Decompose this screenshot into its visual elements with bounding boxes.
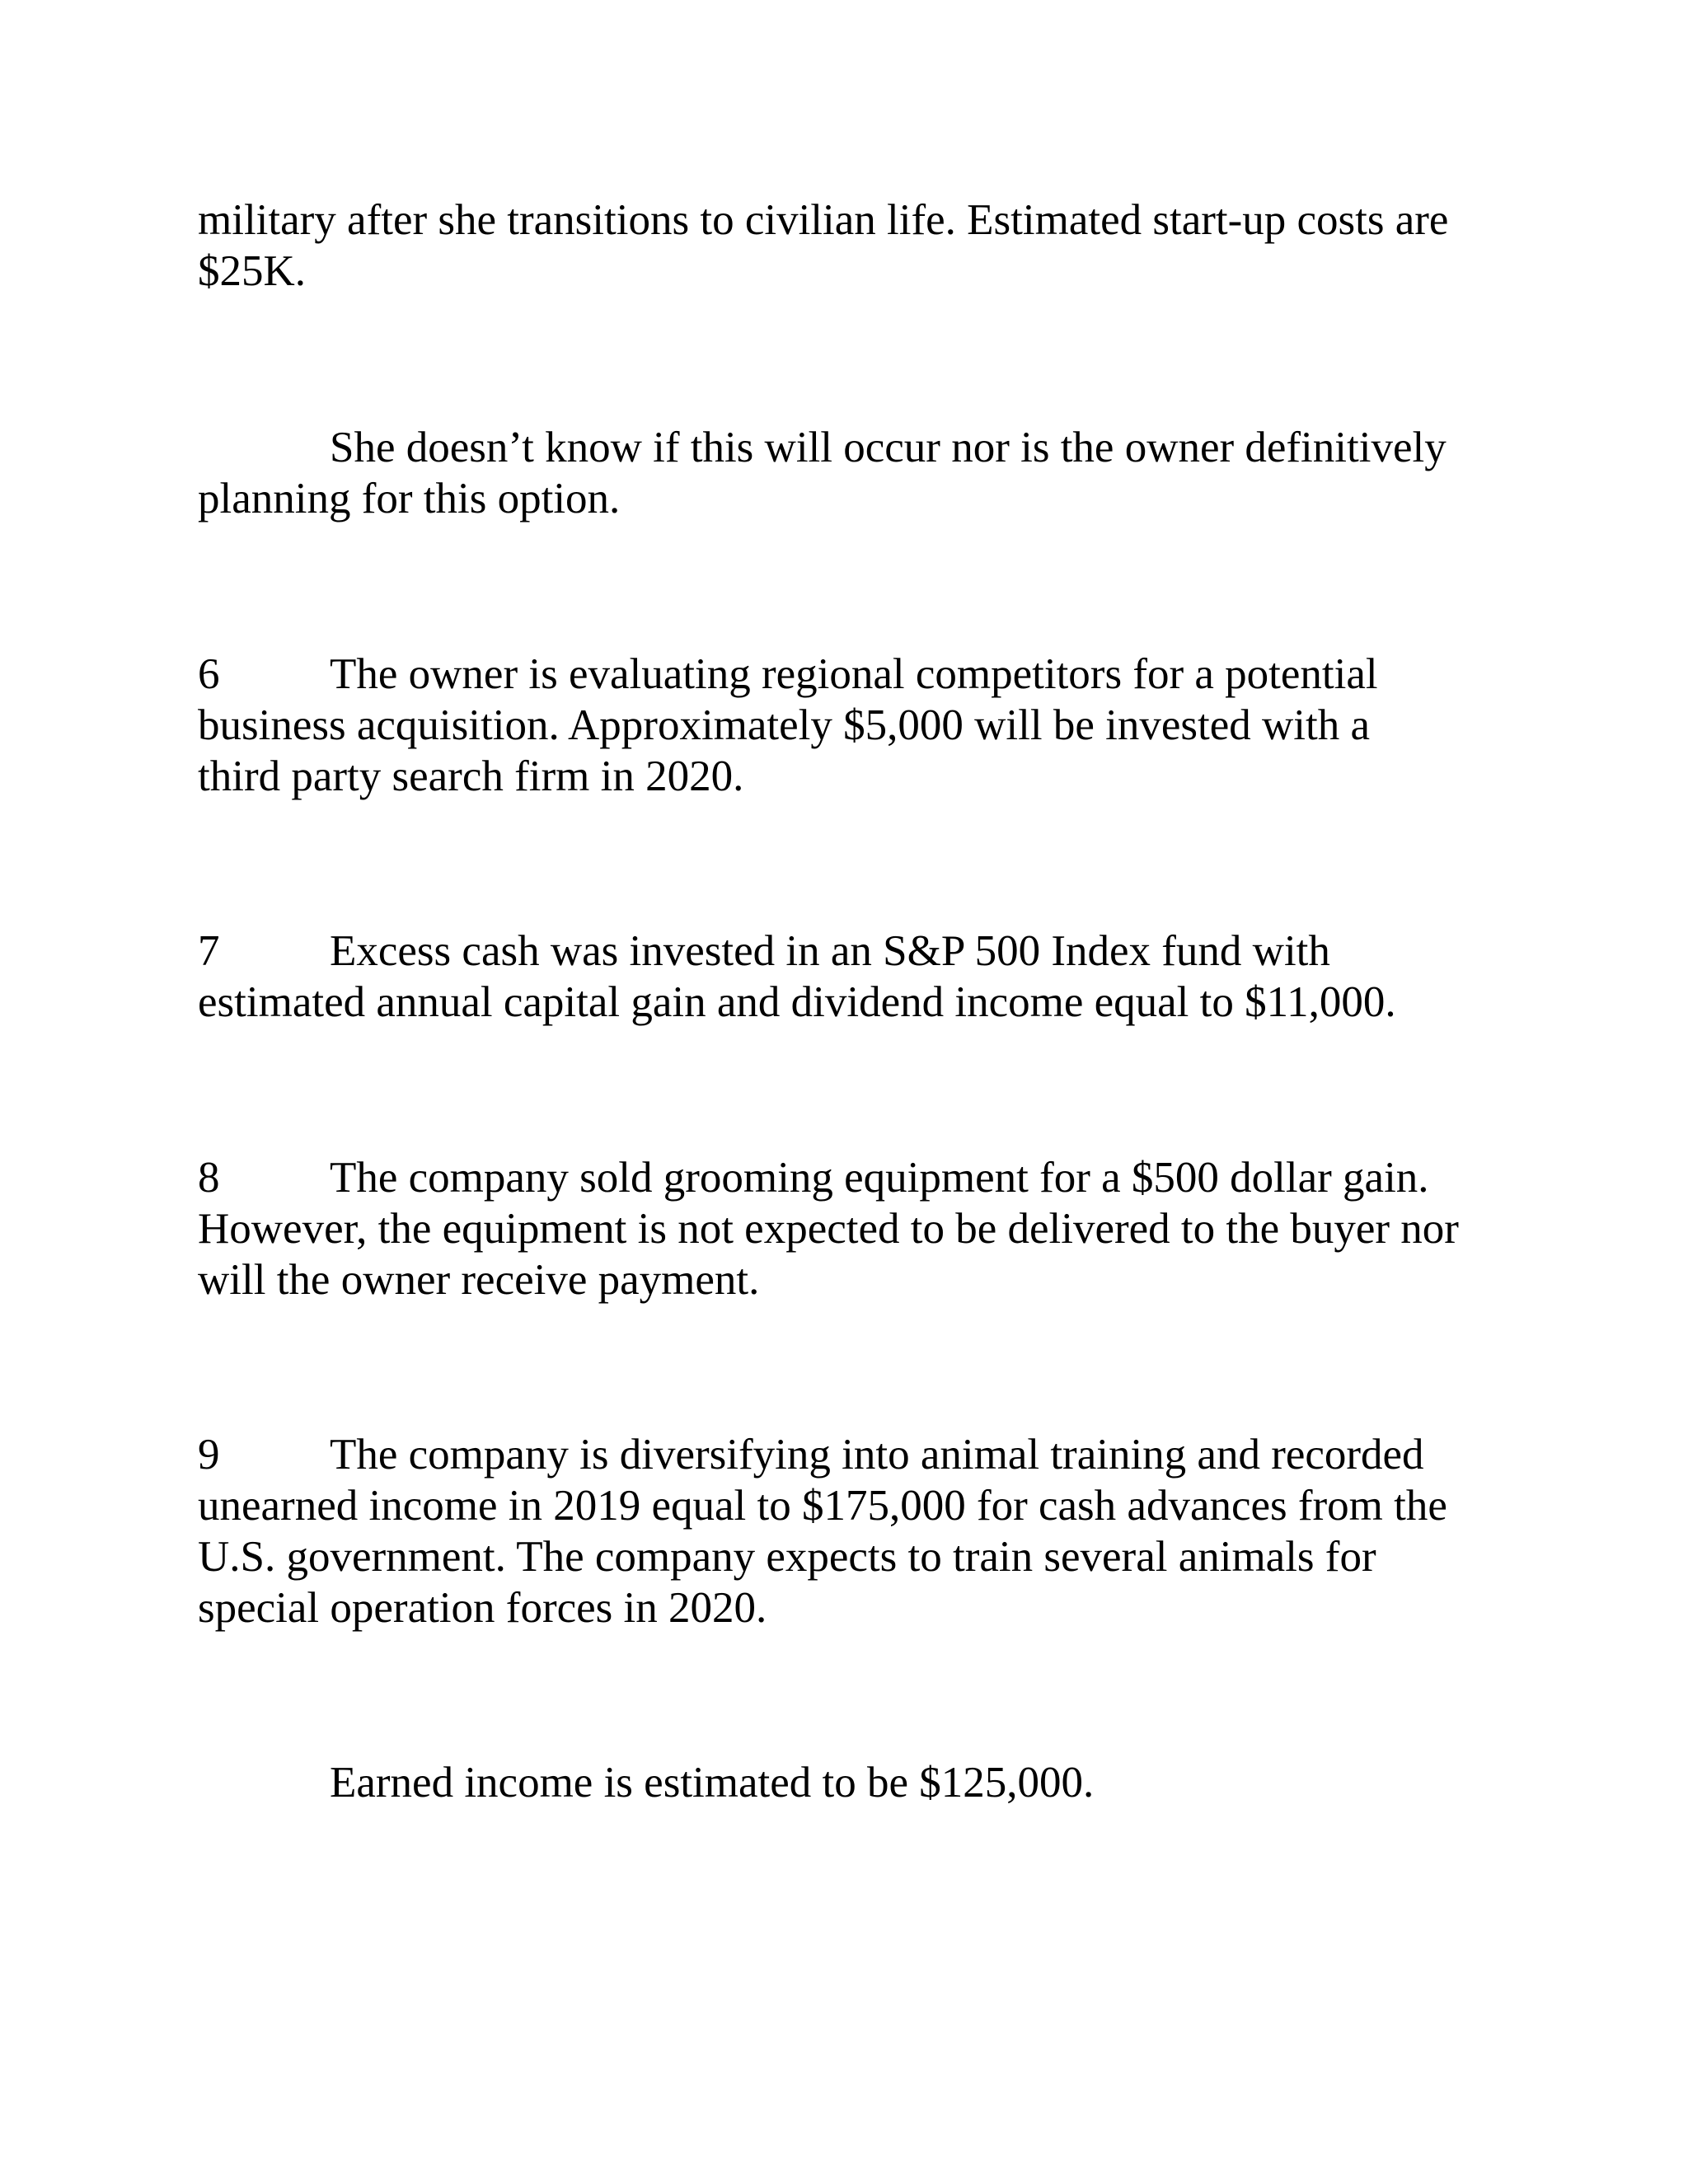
text-line: business acquisition. Approximately $5,000 will be invested with a	[198, 701, 1370, 749]
item-number: 8	[198, 1154, 220, 1202]
text-line: $25K.	[198, 247, 307, 295]
text-line: Earned income is estimated to be $125,000.	[330, 1759, 1095, 1807]
text-segment: The company is diversifying into animal training and recorded	[330, 1431, 1424, 1479]
text-line: military after she transitions to civilian life. Estimated start-up costs are	[198, 196, 1449, 244]
text-line	[198, 1429, 1492, 1480]
item-number: 7	[198, 927, 220, 975]
paragraph-earned-income	[198, 1757, 1492, 1808]
paragraph-continuation	[198, 194, 1492, 297]
text-line: planning for this option.	[198, 475, 621, 523]
text-line	[198, 1152, 1492, 1203]
text-line	[198, 649, 1492, 700]
paragraph-owner-planning	[198, 422, 1492, 524]
item-number: 6	[198, 650, 220, 698]
text-line: U.S. government. The company expects to train several animals for	[198, 1533, 1376, 1581]
text-line: special operation forces in 2020.	[198, 1584, 767, 1632]
paragraph-item-7	[198, 926, 1492, 1028]
text-line: will the owner receive payment.	[198, 1256, 760, 1304]
text-line: However, the equipment is not expected to be delivered to the buyer nor	[198, 1205, 1459, 1253]
text-line: third party search firm in 2020.	[198, 752, 744, 800]
text-line: She doesn’t know if this will occur nor is the owner definitively	[330, 424, 1447, 471]
text-segment: Excess cash was invested in an S&P 500 Index fund with	[330, 927, 1330, 975]
text-segment: The company sold grooming equipment for a $500 dollar gain.	[330, 1154, 1429, 1202]
text-line: estimated annual capital gain and dividend income equal to $11,000.	[198, 978, 1396, 1026]
text-segment: The owner is evaluating regional competitors for a potential	[330, 650, 1378, 698]
text-line: unearned income in 2019 equal to $175,000 for cash advances from the	[198, 1482, 1447, 1530]
paragraph-item-6	[198, 649, 1492, 802]
paragraph-item-9	[198, 1429, 1492, 1633]
item-number: 9	[198, 1431, 220, 1479]
text-line	[198, 926, 1492, 977]
paragraph-item-8	[198, 1152, 1492, 1305]
